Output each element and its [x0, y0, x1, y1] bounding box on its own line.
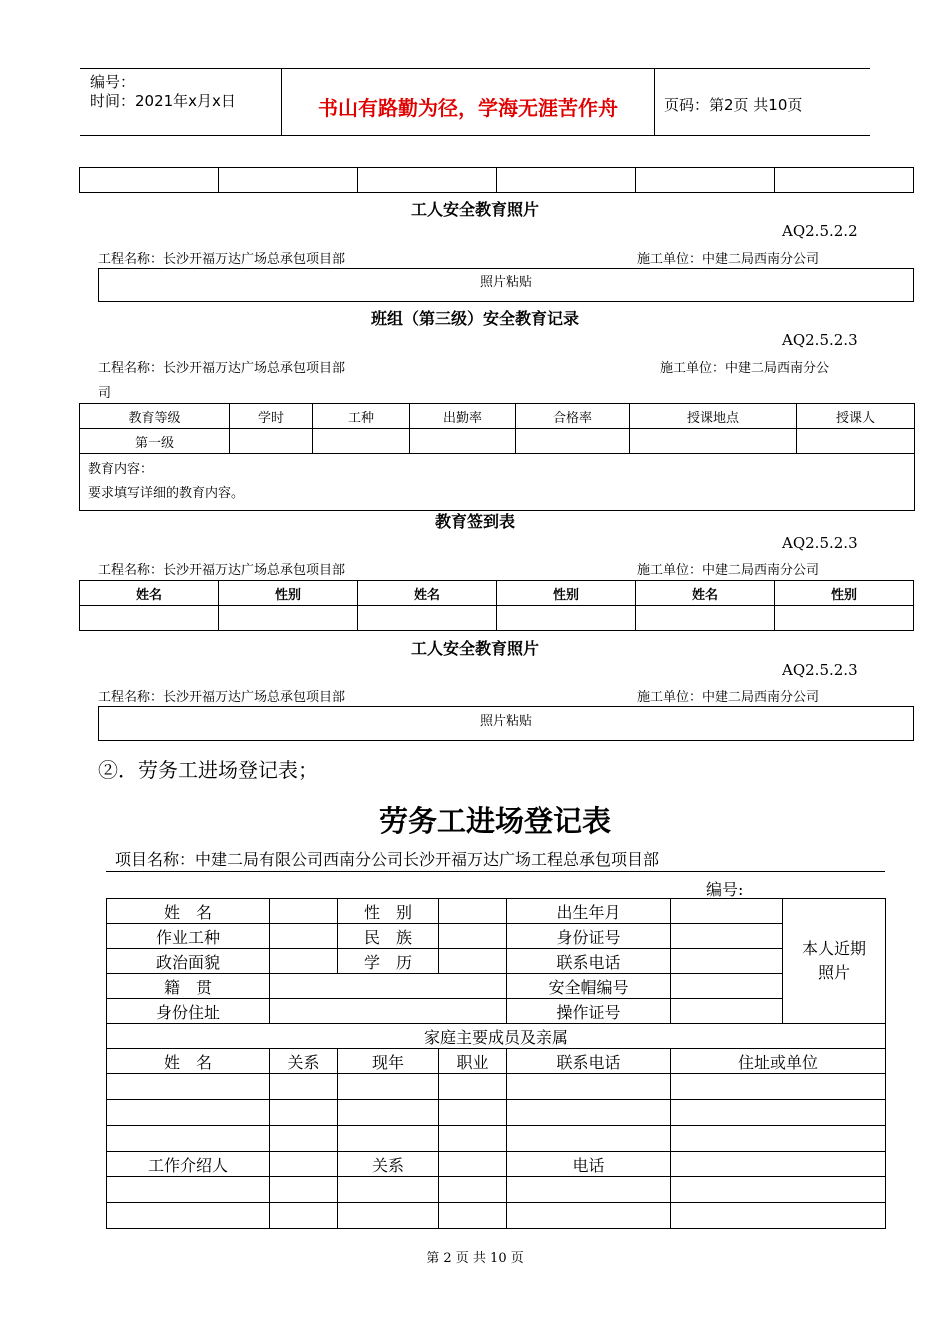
form-code: AQ2.5.2.3 — [782, 331, 858, 349]
value-cell — [270, 999, 507, 1024]
table-cell — [636, 168, 775, 193]
header-bottom-line — [80, 135, 870, 136]
value-cell — [671, 999, 783, 1024]
table-cell — [516, 429, 630, 454]
construction-unit: 施工单位：中建二局西南分公司 — [637, 563, 820, 578]
section-title: 教育签到表 — [434, 512, 515, 531]
table-cell — [630, 429, 797, 454]
header-cell: 出勤率 — [410, 404, 516, 429]
table-cell — [410, 429, 516, 454]
table-cell — [219, 606, 358, 631]
label-cell: 身份证号 — [507, 924, 671, 949]
header-number-label: 编号： — [90, 73, 136, 91]
label-cell: 性 别 — [338, 899, 439, 924]
table-cell — [80, 606, 219, 631]
label-cell: 政治面貌 — [107, 949, 270, 974]
form-number-label: 编号: — [706, 880, 744, 899]
value-cell — [671, 924, 783, 949]
value-cell — [270, 974, 507, 999]
header-divider-right — [654, 68, 655, 135]
table-cell — [497, 606, 636, 631]
table-cell — [80, 168, 219, 193]
label-cell: 作业工种 — [107, 924, 270, 949]
photo-label-line2: 照片 — [817, 963, 850, 982]
value-cell — [671, 949, 783, 974]
form-code: AQ2.5.2.3 — [782, 534, 858, 552]
form-code: AQ2.5.2.3 — [782, 661, 858, 679]
value-cell — [439, 949, 507, 974]
section-title: 工人安全教育照片 — [410, 200, 539, 219]
section-title: 工人安全教育照片 — [410, 639, 539, 658]
label-cell: 身份住址 — [107, 999, 270, 1024]
value-cell — [671, 1152, 886, 1177]
photo-cell — [783, 899, 886, 1024]
project-name: 工程名称：长沙开福万达广场总承包项目部 — [98, 361, 346, 376]
header-top-line — [80, 68, 870, 69]
registration-table — [106, 898, 886, 1229]
form-title: 劳务工进场登记表 — [378, 804, 611, 838]
value-cell — [270, 1152, 338, 1177]
construction-unit: 施工单位：中建二局西南分公司 — [637, 252, 820, 267]
label-cell: 操作证号 — [507, 999, 671, 1024]
label-cell: 民 族 — [338, 924, 439, 949]
header-cell: 姓名 — [636, 581, 775, 606]
header-cell: 职业 — [439, 1049, 507, 1074]
section-title: 班组（第三级）安全教育记录 — [370, 309, 579, 328]
project-name: 工程名称：长沙开福万达广场总承包项目部 — [98, 563, 346, 578]
photo-label-line1: 本人近期 — [801, 939, 866, 958]
table-cell — [313, 429, 410, 454]
value-cell — [671, 974, 783, 999]
header-cell: 现年 — [338, 1049, 439, 1074]
header-cell: 工种 — [313, 404, 410, 429]
project-name: 工程名称：长沙开福万达广场总承包项目部 — [98, 690, 346, 705]
table-cell: 第一级 — [80, 429, 230, 454]
header-cell: 姓名 — [80, 581, 219, 606]
table-row — [107, 1100, 886, 1126]
table-cell — [636, 606, 775, 631]
top-stub-table — [79, 167, 914, 193]
header-page-label: 页码：第2页 共10页 — [664, 96, 803, 114]
header-cell: 性别 — [497, 581, 636, 606]
value-cell — [439, 1152, 507, 1177]
value-cell — [671, 899, 783, 924]
header-cell: 姓 名 — [107, 1049, 270, 1074]
construction-unit: 施工单位：中建二局西南分公 — [660, 361, 830, 376]
header-cell: 合格率 — [516, 404, 630, 429]
label-cell: 安全帽编号 — [507, 974, 671, 999]
construction-unit: 施工单位：中建二局西南分公司 — [637, 690, 820, 705]
label-cell: 联系电话 — [507, 949, 671, 974]
project-name: 项目名称：中建二局有限公司西南分公司长沙开福万达广场工程总承包项目部 — [115, 850, 660, 869]
label-cell: 电话 — [507, 1152, 671, 1177]
value-cell — [270, 949, 338, 974]
family-section-header: 家庭主要成员及亲属 — [107, 1024, 886, 1049]
label-cell: 籍 贯 — [107, 974, 270, 999]
sign-in-table — [79, 580, 914, 631]
table-cell — [497, 168, 636, 193]
label-cell: 关系 — [338, 1152, 439, 1177]
item-heading: ②．劳务工进场登记表； — [98, 758, 318, 782]
label-cell: 工作介绍人 — [107, 1152, 270, 1177]
photo-paste-area: 照片粘贴 — [98, 268, 914, 302]
value-cell — [270, 924, 338, 949]
table-cell — [358, 168, 497, 193]
header-date-label: 时间：2021年x月x日 — [90, 92, 236, 110]
table-cell — [358, 606, 497, 631]
header-cell: 授课地点 — [630, 404, 797, 429]
label-cell: 姓 名 — [107, 899, 270, 924]
table-cell — [230, 429, 313, 454]
value-cell — [270, 899, 338, 924]
form-code: AQ2.5.2.2 — [782, 222, 858, 240]
value-cell — [439, 924, 507, 949]
table-row — [107, 1177, 886, 1203]
header-motto: 书山有路勤为径，学海无涯苦作舟 — [318, 96, 618, 120]
header-cell: 关系 — [270, 1049, 338, 1074]
table-row — [107, 1126, 886, 1152]
project-name: 工程名称：长沙开福万达广场总承包项目部 — [98, 252, 346, 267]
header-cell: 学时 — [230, 404, 313, 429]
photo-paste-area: 照片粘贴 — [98, 706, 914, 741]
table-cell — [219, 168, 358, 193]
construction-unit-wrap: 司 — [98, 386, 112, 401]
table-cell — [775, 606, 914, 631]
page-footer: 第 2 页 共 10 页 — [426, 1251, 524, 1266]
header-cell: 姓名 — [358, 581, 497, 606]
header-cell: 联系电话 — [507, 1049, 671, 1074]
table-row — [107, 1074, 886, 1100]
label-cell: 出生年月 — [507, 899, 671, 924]
label-cell: 学 历 — [338, 949, 439, 974]
project-underline — [106, 871, 885, 872]
table-cell — [775, 168, 914, 193]
header-cell: 性别 — [775, 581, 914, 606]
value-cell — [439, 899, 507, 924]
table-cell — [797, 429, 915, 454]
header-cell: 教育等级 — [80, 404, 230, 429]
content-label: 教育内容： — [88, 462, 154, 477]
table-row — [107, 1203, 886, 1229]
content-note: 要求填写详细的教育内容。 — [88, 486, 245, 501]
header-cell: 授课人 — [797, 404, 915, 429]
education-content-cell — [80, 454, 915, 511]
header-cell: 住址或单位 — [671, 1049, 886, 1074]
header-cell: 性别 — [219, 581, 358, 606]
education-record-table — [79, 403, 915, 511]
